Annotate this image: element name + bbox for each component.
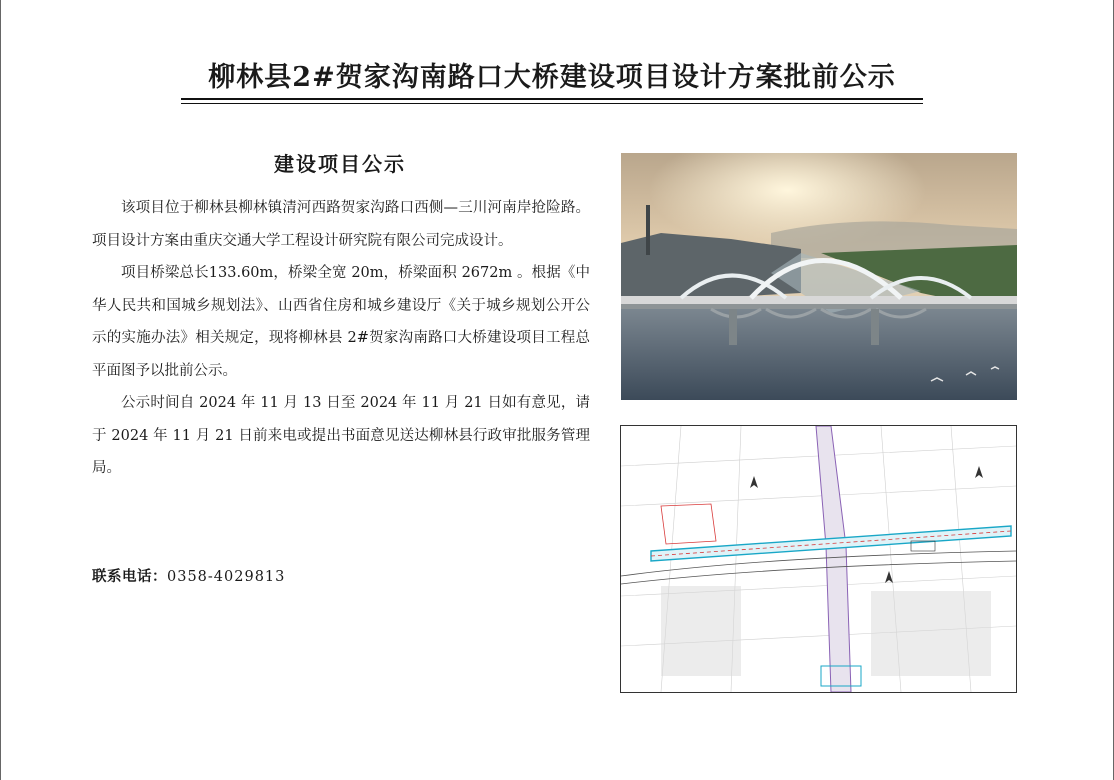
- section-heading: 建设项目公示: [274, 152, 406, 176]
- notice-body: [92, 192, 590, 485]
- pier-1: [729, 309, 737, 345]
- bridge-beam: [621, 304, 1017, 309]
- bridge-rendering-svg: [621, 153, 1017, 400]
- contact-phone: 0358-4029813: [167, 569, 286, 585]
- pier-2: [871, 309, 879, 345]
- river: [621, 303, 1017, 400]
- site-plan-drawing: [620, 425, 1017, 693]
- contact-line: [92, 563, 285, 591]
- page-title: 柳林县2#贺家沟南路口大桥建设项目设计方案批前公示: [208, 62, 896, 93]
- left-border: [0, 0, 1, 780]
- title-underline: [181, 98, 923, 100]
- paragraph-location: 该项目位于柳林县柳林镇清河西路贺家沟路口西侧—三川河南岸抢险路。项目设计方案由重庆交通大学工程设计研究院有限公司完成设计。: [92, 200, 590, 249]
- site-plan-svg: [621, 426, 1016, 692]
- title-underline-thin: [181, 103, 923, 104]
- contact-label: 联系电话：: [92, 568, 167, 585]
- bridge-rendering-image: [621, 153, 1017, 400]
- paragraph-specs: 项目桥梁总长133.60m，桥梁全宽 20m，桥梁面积 2672m 。根据《中华人民共和国城乡规划法》、山西省住房和城乡建设厅《关于城乡规划公开公示的实施办法》相关规定，现将柳林县 2#贺家沟南路口大桥建设项目工程总平面图予以批前公示。: [92, 265, 590, 379]
- paragraph-period: 公示时间自 2024 年 11 月 13 日至 2024 年 11 月 21 日如有意见，请于 2024 年 11 月 21 日前来电或提出书面意见送达柳林县行政审批服务管理局。: [92, 395, 590, 476]
- transmission-tower: [646, 205, 650, 255]
